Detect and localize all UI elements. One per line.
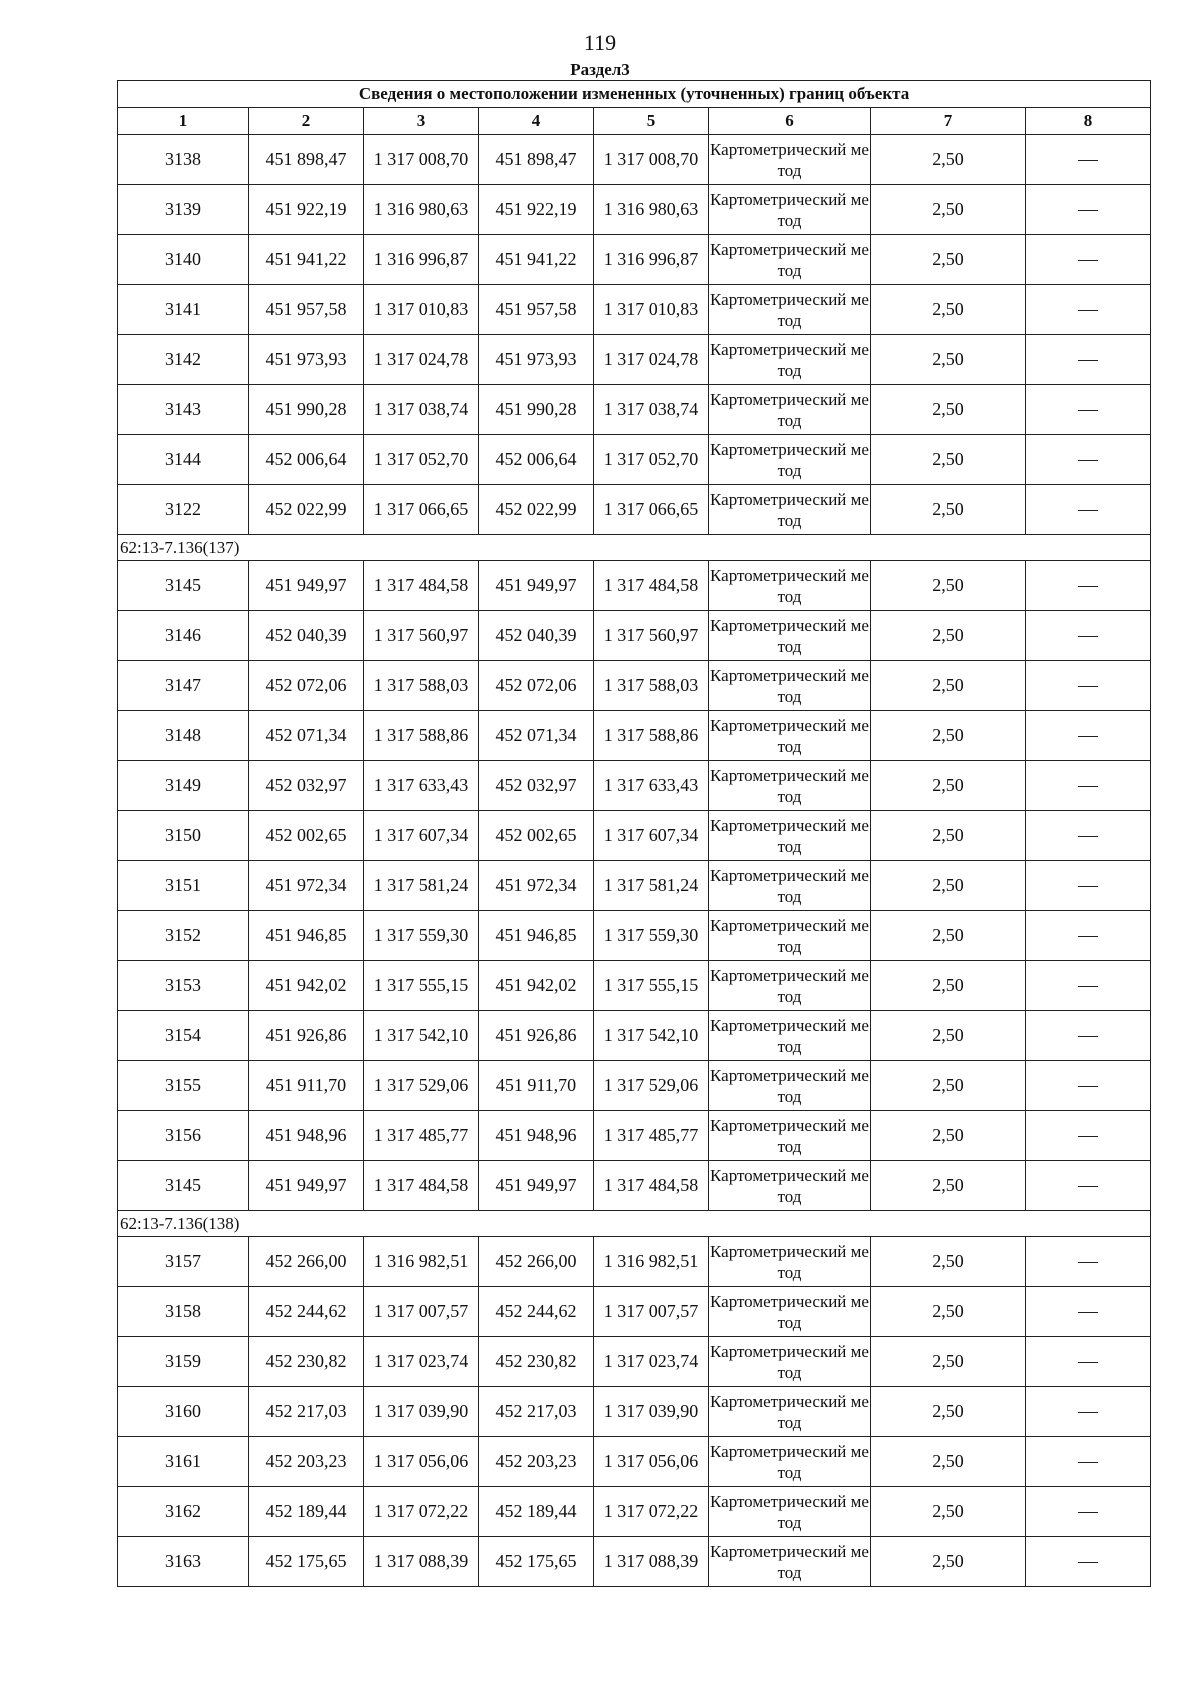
- x-refined-cell: 451 946,85: [479, 911, 594, 961]
- column-number: 8: [1026, 108, 1151, 135]
- method-cell: Картометрический метод: [709, 811, 871, 861]
- point-number-cell: 3122: [118, 485, 249, 535]
- table-row: [118, 911, 1151, 961]
- point-number-cell: 3158: [118, 1287, 249, 1337]
- method-cell: Картометрический метод: [709, 911, 871, 961]
- dash-mark: [1078, 586, 1098, 587]
- method-cell: Картометрический метод: [709, 385, 871, 435]
- description-cell: [1026, 1387, 1151, 1437]
- accuracy-cell: 2,50: [871, 385, 1026, 435]
- x-existing-cell: 452 040,39: [249, 611, 364, 661]
- dash-mark: [1078, 410, 1098, 411]
- accuracy-cell: 2,50: [871, 135, 1026, 185]
- y-refined-cell: 1 317 559,30: [594, 911, 709, 961]
- y-refined-cell: 1 317 484,58: [594, 561, 709, 611]
- description-cell: [1026, 561, 1151, 611]
- x-refined-cell: 452 032,97: [479, 761, 594, 811]
- table-title-row: [118, 81, 1151, 108]
- method-cell: Картометрический метод: [709, 135, 871, 185]
- dash-mark: [1078, 786, 1098, 787]
- method-cell: Картометрический метод: [709, 1161, 871, 1211]
- accuracy-cell: 2,50: [871, 711, 1026, 761]
- method-cell: Картометрический метод: [709, 1337, 871, 1387]
- description-cell: [1026, 1161, 1151, 1211]
- accuracy-cell: 2,50: [871, 1337, 1026, 1387]
- dash-mark: [1078, 736, 1098, 737]
- description-cell: [1026, 285, 1151, 335]
- accuracy-cell: 2,50: [871, 811, 1026, 861]
- section-label: Раздел3: [570, 60, 630, 79]
- y-refined-cell: 1 317 560,97: [594, 611, 709, 661]
- point-number-cell: 3143: [118, 385, 249, 435]
- x-refined-cell: 451 990,28: [479, 385, 594, 435]
- method-cell: Картометрический метод: [709, 611, 871, 661]
- y-existing-cell: 1 317 607,34: [364, 811, 479, 861]
- y-existing-cell: 1 317 485,77: [364, 1111, 479, 1161]
- table-row: [118, 385, 1151, 435]
- y-existing-cell: 1 317 038,74: [364, 385, 479, 435]
- point-number-cell: 3150: [118, 811, 249, 861]
- point-number-cell: 3152: [118, 911, 249, 961]
- y-existing-cell: 1 317 023,74: [364, 1337, 479, 1387]
- point-number-cell: 3151: [118, 861, 249, 911]
- description-cell: [1026, 1237, 1151, 1287]
- x-existing-cell: 451 898,47: [249, 135, 364, 185]
- x-refined-cell: 452 006,64: [479, 435, 594, 485]
- point-number-cell: 3153: [118, 961, 249, 1011]
- table-row: [118, 335, 1151, 385]
- column-number: 6: [709, 108, 871, 135]
- y-existing-cell: 1 317 010,83: [364, 285, 479, 335]
- y-refined-cell: 1 317 555,15: [594, 961, 709, 1011]
- method-cell: Картометрический метод: [709, 1061, 871, 1111]
- description-cell: [1026, 1437, 1151, 1487]
- y-existing-cell: 1 317 008,70: [364, 135, 479, 185]
- x-existing-cell: 452 002,65: [249, 811, 364, 861]
- x-refined-cell: 451 949,97: [479, 1161, 594, 1211]
- description-cell: [1026, 911, 1151, 961]
- dash-mark: [1078, 686, 1098, 687]
- accuracy-cell: 2,50: [871, 1387, 1026, 1437]
- y-existing-cell: 1 317 072,22: [364, 1487, 479, 1537]
- x-existing-cell: 451 942,02: [249, 961, 364, 1011]
- accuracy-cell: 2,50: [871, 911, 1026, 961]
- x-existing-cell: 451 948,96: [249, 1111, 364, 1161]
- table-row: [118, 1111, 1151, 1161]
- description-cell: [1026, 1487, 1151, 1537]
- accuracy-cell: 2,50: [871, 1287, 1026, 1337]
- point-number-cell: 3141: [118, 285, 249, 335]
- point-number-cell: 3159: [118, 1337, 249, 1387]
- description-cell: [1026, 961, 1151, 1011]
- method-cell: Картометрический метод: [709, 485, 871, 535]
- description-cell: [1026, 435, 1151, 485]
- table-row: [118, 611, 1151, 661]
- accuracy-cell: 2,50: [871, 1437, 1026, 1487]
- group-header: 62:13-7.136(138): [118, 1211, 1151, 1237]
- x-refined-cell: 452 217,03: [479, 1387, 594, 1437]
- group-header-row: [118, 535, 1151, 561]
- y-refined-cell: 1 317 088,39: [594, 1537, 709, 1587]
- table-body: [118, 135, 1151, 1587]
- x-existing-cell: 451 911,70: [249, 1061, 364, 1111]
- page-number: 119: [583, 30, 617, 55]
- method-cell: Картометрический метод: [709, 435, 871, 485]
- point-number-cell: 3156: [118, 1111, 249, 1161]
- description-cell: [1026, 235, 1151, 285]
- column-number: 5: [594, 108, 709, 135]
- point-number-cell: 3146: [118, 611, 249, 661]
- x-existing-cell: 452 189,44: [249, 1487, 364, 1537]
- x-existing-cell: 451 990,28: [249, 385, 364, 435]
- point-number-cell: 3148: [118, 711, 249, 761]
- dash-mark: [1078, 210, 1098, 211]
- table-row: [118, 1487, 1151, 1537]
- accuracy-cell: 2,50: [871, 285, 1026, 335]
- y-refined-cell: 1 317 066,65: [594, 485, 709, 535]
- table-row: [118, 1537, 1151, 1587]
- y-refined-cell: 1 317 007,57: [594, 1287, 709, 1337]
- y-refined-cell: 1 317 484,58: [594, 1161, 709, 1211]
- x-refined-cell: 451 926,86: [479, 1011, 594, 1061]
- table-row: [118, 661, 1151, 711]
- method-cell: Картометрический метод: [709, 961, 871, 1011]
- dash-mark: [1078, 1186, 1098, 1187]
- method-cell: Картометрический метод: [709, 661, 871, 711]
- x-existing-cell: 452 217,03: [249, 1387, 364, 1437]
- x-refined-cell: 451 949,97: [479, 561, 594, 611]
- point-number-cell: 3139: [118, 185, 249, 235]
- x-refined-cell: 451 941,22: [479, 235, 594, 285]
- y-existing-cell: 1 317 066,65: [364, 485, 479, 535]
- x-refined-cell: 452 203,23: [479, 1437, 594, 1487]
- y-existing-cell: 1 317 056,06: [364, 1437, 479, 1487]
- y-refined-cell: 1 317 581,24: [594, 861, 709, 911]
- accuracy-cell: 2,50: [871, 661, 1026, 711]
- y-existing-cell: 1 317 560,97: [364, 611, 479, 661]
- accuracy-cell: 2,50: [871, 611, 1026, 661]
- dash-mark: [1078, 1462, 1098, 1463]
- y-refined-cell: 1 317 633,43: [594, 761, 709, 811]
- y-existing-cell: 1 317 555,15: [364, 961, 479, 1011]
- column-number-row: [118, 108, 1151, 135]
- description-cell: [1026, 335, 1151, 385]
- point-number-cell: 3147: [118, 661, 249, 711]
- x-existing-cell: 451 972,34: [249, 861, 364, 911]
- y-existing-cell: 1 317 039,90: [364, 1387, 479, 1437]
- group-header: 62:13-7.136(137): [118, 535, 1151, 561]
- dash-mark: [1078, 886, 1098, 887]
- point-number-cell: 3149: [118, 761, 249, 811]
- x-refined-cell: 451 922,19: [479, 185, 594, 235]
- table-row: [118, 1437, 1151, 1487]
- x-refined-cell: 452 230,82: [479, 1337, 594, 1387]
- method-cell: Картометрический метод: [709, 1487, 871, 1537]
- table-row: [118, 1237, 1151, 1287]
- description-cell: [1026, 611, 1151, 661]
- column-number: 2: [249, 108, 364, 135]
- method-cell: Картометрический метод: [709, 1011, 871, 1061]
- y-existing-cell: 1 316 980,63: [364, 185, 479, 235]
- method-cell: Картометрический метод: [709, 185, 871, 235]
- x-refined-cell: 452 072,06: [479, 661, 594, 711]
- table-row: [118, 811, 1151, 861]
- y-refined-cell: 1 317 010,83: [594, 285, 709, 335]
- accuracy-cell: 2,50: [871, 235, 1026, 285]
- table-row: [118, 1161, 1151, 1211]
- y-refined-cell: 1 317 529,06: [594, 1061, 709, 1111]
- description-cell: [1026, 385, 1151, 435]
- y-existing-cell: 1 317 484,58: [364, 561, 479, 611]
- x-refined-cell: 452 266,00: [479, 1237, 594, 1287]
- description-cell: [1026, 185, 1151, 235]
- description-cell: [1026, 1287, 1151, 1337]
- x-existing-cell: 451 922,19: [249, 185, 364, 235]
- x-existing-cell: 452 230,82: [249, 1337, 364, 1387]
- dash-mark: [1078, 936, 1098, 937]
- accuracy-cell: 2,50: [871, 1487, 1026, 1537]
- point-number-cell: 3162: [118, 1487, 249, 1537]
- column-number: 4: [479, 108, 594, 135]
- method-cell: Картометрический метод: [709, 711, 871, 761]
- table-row: [118, 185, 1151, 235]
- table-row: [118, 1337, 1151, 1387]
- accuracy-cell: 2,50: [871, 485, 1026, 535]
- table-row: [118, 285, 1151, 335]
- table-row: [118, 485, 1151, 535]
- x-existing-cell: 451 973,93: [249, 335, 364, 385]
- y-refined-cell: 1 317 052,70: [594, 435, 709, 485]
- x-existing-cell: 452 032,97: [249, 761, 364, 811]
- table-row: [118, 1387, 1151, 1437]
- y-existing-cell: 1 317 581,24: [364, 861, 479, 911]
- method-cell: Картометрический метод: [709, 1437, 871, 1487]
- accuracy-cell: 2,50: [871, 761, 1026, 811]
- x-refined-cell: 451 911,70: [479, 1061, 594, 1111]
- description-cell: [1026, 811, 1151, 861]
- y-refined-cell: 1 317 023,74: [594, 1337, 709, 1387]
- accuracy-cell: 2,50: [871, 961, 1026, 1011]
- accuracy-cell: 2,50: [871, 1011, 1026, 1061]
- y-refined-cell: 1 317 485,77: [594, 1111, 709, 1161]
- method-cell: Картометрический метод: [709, 761, 871, 811]
- description-cell: [1026, 661, 1151, 711]
- dash-mark: [1078, 1362, 1098, 1363]
- column-number: 7: [871, 108, 1026, 135]
- description-cell: [1026, 1537, 1151, 1587]
- y-existing-cell: 1 316 996,87: [364, 235, 479, 285]
- y-existing-cell: 1 317 559,30: [364, 911, 479, 961]
- x-refined-cell: 452 189,44: [479, 1487, 594, 1537]
- dash-mark: [1078, 1262, 1098, 1263]
- x-existing-cell: 452 175,65: [249, 1537, 364, 1587]
- table-row: [118, 1287, 1151, 1337]
- y-existing-cell: 1 316 982,51: [364, 1237, 479, 1287]
- method-cell: Картометрический метод: [709, 1287, 871, 1337]
- dash-mark: [1078, 1312, 1098, 1313]
- y-refined-cell: 1 317 072,22: [594, 1487, 709, 1537]
- dash-mark: [1078, 460, 1098, 461]
- x-refined-cell: 451 898,47: [479, 135, 594, 185]
- point-number-cell: 3145: [118, 1161, 249, 1211]
- method-cell: Картометрический метод: [709, 1111, 871, 1161]
- table-row: [118, 1011, 1151, 1061]
- y-refined-cell: 1 317 588,86: [594, 711, 709, 761]
- dash-mark: [1078, 160, 1098, 161]
- x-refined-cell: 451 957,58: [479, 285, 594, 335]
- y-refined-cell: 1 317 008,70: [594, 135, 709, 185]
- dash-mark: [1078, 1562, 1098, 1563]
- point-number-cell: 3140: [118, 235, 249, 285]
- table-title: Сведения о местоположении измененных (уточненных) границ объекта: [118, 81, 1151, 108]
- dash-mark: [1078, 310, 1098, 311]
- x-existing-cell: 451 946,85: [249, 911, 364, 961]
- y-existing-cell: 1 317 024,78: [364, 335, 479, 385]
- accuracy-cell: 2,50: [871, 861, 1026, 911]
- x-existing-cell: 451 926,86: [249, 1011, 364, 1061]
- y-refined-cell: 1 317 039,90: [594, 1387, 709, 1437]
- y-existing-cell: 1 317 529,06: [364, 1061, 479, 1111]
- x-existing-cell: 451 941,22: [249, 235, 364, 285]
- table-row: [118, 861, 1151, 911]
- accuracy-cell: 2,50: [871, 435, 1026, 485]
- dash-mark: [1078, 836, 1098, 837]
- x-refined-cell: 451 972,34: [479, 861, 594, 911]
- point-number-cell: 3138: [118, 135, 249, 185]
- y-refined-cell: 1 316 982,51: [594, 1237, 709, 1287]
- x-refined-cell: 452 175,65: [479, 1537, 594, 1587]
- y-refined-cell: 1 317 542,10: [594, 1011, 709, 1061]
- dash-mark: [1078, 1512, 1098, 1513]
- y-refined-cell: 1 317 024,78: [594, 335, 709, 385]
- y-existing-cell: 1 317 633,43: [364, 761, 479, 811]
- y-refined-cell: 1 317 056,06: [594, 1437, 709, 1487]
- dash-mark: [1078, 1412, 1098, 1413]
- method-cell: Картометрический метод: [709, 285, 871, 335]
- x-refined-cell: 452 002,65: [479, 811, 594, 861]
- point-number-cell: 3142: [118, 335, 249, 385]
- x-existing-cell: 452 022,99: [249, 485, 364, 535]
- method-cell: Картометрический метод: [709, 235, 871, 285]
- coordinates-table: [117, 80, 1151, 1587]
- description-cell: [1026, 711, 1151, 761]
- accuracy-cell: 2,50: [871, 1237, 1026, 1287]
- dash-mark: [1078, 260, 1098, 261]
- dash-mark: [1078, 1086, 1098, 1087]
- x-refined-cell: 451 948,96: [479, 1111, 594, 1161]
- x-refined-cell: 452 071,34: [479, 711, 594, 761]
- column-number: 1: [118, 108, 249, 135]
- description-cell: [1026, 135, 1151, 185]
- x-existing-cell: 452 203,23: [249, 1437, 364, 1487]
- point-number-cell: 3163: [118, 1537, 249, 1587]
- y-refined-cell: 1 317 588,03: [594, 661, 709, 711]
- point-number-cell: 3145: [118, 561, 249, 611]
- dash-mark: [1078, 1036, 1098, 1037]
- point-number-cell: 3155: [118, 1061, 249, 1111]
- y-existing-cell: 1 317 007,57: [364, 1287, 479, 1337]
- column-number: 3: [364, 108, 479, 135]
- accuracy-cell: 2,50: [871, 1537, 1026, 1587]
- table-row: [118, 711, 1151, 761]
- description-cell: [1026, 1337, 1151, 1387]
- table-row: [118, 1061, 1151, 1111]
- x-existing-cell: 452 072,06: [249, 661, 364, 711]
- method-cell: Картометрический метод: [709, 335, 871, 385]
- x-refined-cell: 451 973,93: [479, 335, 594, 385]
- description-cell: [1026, 485, 1151, 535]
- method-cell: Картометрический метод: [709, 561, 871, 611]
- point-number-cell: 3144: [118, 435, 249, 485]
- x-existing-cell: 452 006,64: [249, 435, 364, 485]
- y-existing-cell: 1 317 588,03: [364, 661, 479, 711]
- dash-mark: [1078, 1136, 1098, 1137]
- x-refined-cell: 452 244,62: [479, 1287, 594, 1337]
- description-cell: [1026, 761, 1151, 811]
- accuracy-cell: 2,50: [871, 1161, 1026, 1211]
- table-row: [118, 561, 1151, 611]
- x-existing-cell: 452 244,62: [249, 1287, 364, 1337]
- method-cell: Картометрический метод: [709, 861, 871, 911]
- table-row: [118, 235, 1151, 285]
- y-existing-cell: 1 317 052,70: [364, 435, 479, 485]
- dash-mark: [1078, 510, 1098, 511]
- y-refined-cell: 1 316 980,63: [594, 185, 709, 235]
- accuracy-cell: 2,50: [871, 561, 1026, 611]
- table-row: [118, 761, 1151, 811]
- description-cell: [1026, 1061, 1151, 1111]
- method-cell: Картометрический метод: [709, 1387, 871, 1437]
- x-refined-cell: 451 942,02: [479, 961, 594, 1011]
- description-cell: [1026, 1111, 1151, 1161]
- table-row: [118, 961, 1151, 1011]
- dash-mark: [1078, 360, 1098, 361]
- y-existing-cell: 1 317 542,10: [364, 1011, 479, 1061]
- dash-mark: [1078, 636, 1098, 637]
- accuracy-cell: 2,50: [871, 1111, 1026, 1161]
- x-existing-cell: 452 071,34: [249, 711, 364, 761]
- y-existing-cell: 1 317 484,58: [364, 1161, 479, 1211]
- accuracy-cell: 2,50: [871, 1061, 1026, 1111]
- y-refined-cell: 1 317 038,74: [594, 385, 709, 435]
- table-row: [118, 135, 1151, 185]
- y-refined-cell: 1 316 996,87: [594, 235, 709, 285]
- table-row: [118, 435, 1151, 485]
- x-existing-cell: 452 266,00: [249, 1237, 364, 1287]
- accuracy-cell: 2,50: [871, 335, 1026, 385]
- point-number-cell: 3160: [118, 1387, 249, 1437]
- y-existing-cell: 1 317 588,86: [364, 711, 479, 761]
- x-existing-cell: 451 957,58: [249, 285, 364, 335]
- description-cell: [1026, 861, 1151, 911]
- point-number-cell: 3161: [118, 1437, 249, 1487]
- method-cell: Картометрический метод: [709, 1537, 871, 1587]
- accuracy-cell: 2,50: [871, 185, 1026, 235]
- method-cell: Картометрический метод: [709, 1237, 871, 1287]
- x-refined-cell: 452 022,99: [479, 485, 594, 535]
- description-cell: [1026, 1011, 1151, 1061]
- group-header-row: [118, 1211, 1151, 1237]
- x-existing-cell: 451 949,97: [249, 561, 364, 611]
- y-existing-cell: 1 317 088,39: [364, 1537, 479, 1587]
- x-existing-cell: 451 949,97: [249, 1161, 364, 1211]
- x-refined-cell: 452 040,39: [479, 611, 594, 661]
- y-refined-cell: 1 317 607,34: [594, 811, 709, 861]
- dash-mark: [1078, 986, 1098, 987]
- point-number-cell: 3157: [118, 1237, 249, 1287]
- point-number-cell: 3154: [118, 1011, 249, 1061]
